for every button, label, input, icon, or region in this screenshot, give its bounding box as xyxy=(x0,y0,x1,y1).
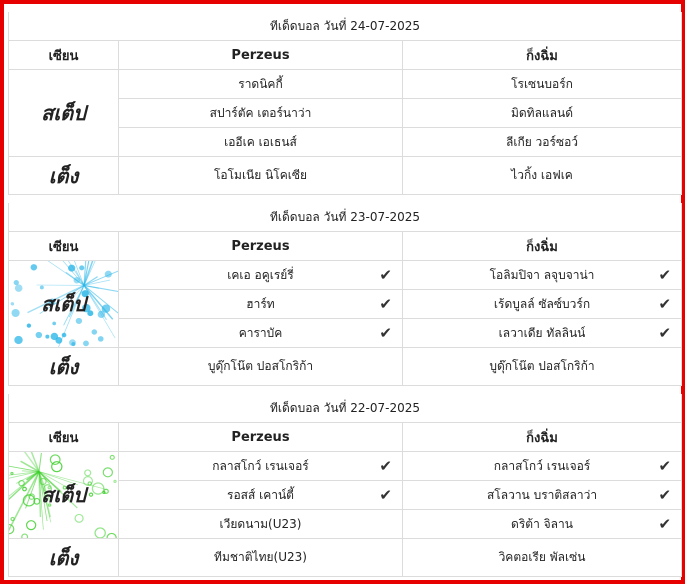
perzeus-pick xyxy=(119,510,403,539)
check-icon: ✔ xyxy=(379,324,392,342)
table-row xyxy=(9,70,682,99)
step-category xyxy=(9,452,119,539)
kongching-pick xyxy=(403,70,682,99)
team-name: ดริต้า จิลาน xyxy=(511,516,573,531)
step-label: สเต็ป xyxy=(41,292,86,316)
check-icon: ✔ xyxy=(658,295,672,313)
step-label: สเต็ป xyxy=(41,483,86,507)
perzeus-teng-pick: ทีมชาติไทย(U23) xyxy=(119,539,403,577)
check-icon: ✔ xyxy=(379,486,392,504)
header-perzeus: Perzeus xyxy=(119,41,403,70)
kongching-pick xyxy=(403,99,682,128)
team-name: ราดนิคกี้ xyxy=(238,76,283,91)
teng-category xyxy=(9,539,119,577)
check-icon: ✔ xyxy=(379,295,392,313)
check-icon: ✔ xyxy=(658,486,672,504)
perzeus-pick xyxy=(119,70,403,99)
header-expert: เซียน xyxy=(9,41,119,70)
team-name: เออีเค เอเธนส์ xyxy=(224,134,297,149)
section-title-row xyxy=(9,394,682,423)
kongching-pick xyxy=(403,319,682,348)
team-name: รอสส์ เคาน์ตี้ xyxy=(227,487,294,502)
header-row xyxy=(9,423,682,452)
tips-table xyxy=(8,394,682,577)
perzeus-teng-pick: โอโมเนีย นิโคเซีย xyxy=(119,157,403,195)
teng-row xyxy=(9,157,682,195)
teng-label: เต็ง xyxy=(48,545,79,570)
kongching-teng-pick: วิคตอเรีย พัลเซ่น xyxy=(403,539,682,577)
section-title-row xyxy=(9,12,682,41)
tips-table xyxy=(8,12,682,195)
header-kongching: ก็งฉิ่ม xyxy=(403,232,682,261)
perzeus-teng-pick: บูดุ๊กโน๊ต ปอสโกริก้า xyxy=(119,348,403,386)
step-category xyxy=(9,261,119,348)
check-icon: ✔ xyxy=(658,266,672,284)
teng-row xyxy=(9,348,682,386)
team-name: เร้ดบูลล์ ซัลซ์บวร์ก xyxy=(493,296,591,311)
teng-label: เต็ง xyxy=(48,163,79,188)
teng-category xyxy=(9,348,119,386)
header-perzeus: Perzeus xyxy=(119,423,403,452)
header-row xyxy=(9,41,682,70)
team-name: โอลิมปิจา ลจุบจาน่า xyxy=(489,267,595,282)
header-kongching: ก็งฉิ่ม xyxy=(403,41,682,70)
section-gap xyxy=(8,195,681,203)
team-name: สโลวาน บราติสลาว่า xyxy=(486,487,598,502)
kongching-teng-pick: บูดุ๊กโน๊ต ปอสโกริก้า xyxy=(403,348,682,386)
kongching-teng-pick: ไวกิ้ง เอฟเค xyxy=(403,157,682,195)
team-name: สปาร์ตัค เตอร์นาว่า xyxy=(209,105,312,120)
team-name: โรเซนบอร์ก xyxy=(511,76,573,91)
perzeus-pick xyxy=(119,128,403,157)
team-name: กลาสโกว์ เรนเจอร์ xyxy=(212,458,309,473)
kongching-pick xyxy=(403,452,682,481)
kongching-pick xyxy=(403,481,682,510)
perzeus-pick xyxy=(119,99,403,128)
teng-row xyxy=(9,539,682,577)
check-icon: ✔ xyxy=(379,266,392,284)
check-icon: ✔ xyxy=(658,515,672,533)
table-row xyxy=(9,452,682,481)
team-name: คาราบัค xyxy=(238,325,283,340)
teng-label: เต็ง xyxy=(48,354,79,379)
section-gap xyxy=(8,386,681,394)
perzeus-pick xyxy=(119,290,403,319)
team-name: ลีเกีย วอร์ซอว์ xyxy=(505,134,579,149)
tips-table xyxy=(8,203,682,386)
teng-category xyxy=(9,157,119,195)
table-row xyxy=(9,261,682,290)
section-title: ทีเด็ดบอล วันที่ 24-07-2025 xyxy=(9,12,682,41)
perzeus-pick xyxy=(119,481,403,510)
kongching-pick xyxy=(403,290,682,319)
check-icon: ✔ xyxy=(658,324,672,342)
kongching-pick xyxy=(403,510,682,539)
check-icon: ✔ xyxy=(658,457,672,475)
section-title-row xyxy=(9,203,682,232)
check-icon: ✔ xyxy=(379,457,392,475)
team-name: มิดทิลแลนด์ xyxy=(510,105,574,120)
header-expert: เซียน xyxy=(9,423,119,452)
step-label: สเต็ป xyxy=(41,101,86,125)
perzeus-pick xyxy=(119,452,403,481)
header-perzeus: Perzeus xyxy=(119,232,403,261)
team-name: กลาสโกว์ เรนเจอร์ xyxy=(493,458,591,473)
team-name: ฮาร์ท xyxy=(246,296,275,311)
header-kongching: ก็งฉิ่ม xyxy=(403,423,682,452)
perzeus-pick xyxy=(119,261,403,290)
step-category xyxy=(9,70,119,157)
header-expert: เซียน xyxy=(9,232,119,261)
perzeus-pick xyxy=(119,319,403,348)
kongching-pick xyxy=(403,261,682,290)
header-row xyxy=(9,232,682,261)
team-name: เลวาเดีย ทัลลินน์ xyxy=(498,325,586,340)
tips-container xyxy=(8,12,681,577)
section-title: ทีเด็ดบอล วันที่ 22-07-2025 xyxy=(9,394,682,423)
team-name: เวียดนาม(U23) xyxy=(219,516,302,531)
kongching-pick xyxy=(403,128,682,157)
team-name: เคเอ อคูเรย์รี่ xyxy=(227,267,294,282)
section-title: ทีเด็ดบอล วันที่ 23-07-2025 xyxy=(9,203,682,232)
